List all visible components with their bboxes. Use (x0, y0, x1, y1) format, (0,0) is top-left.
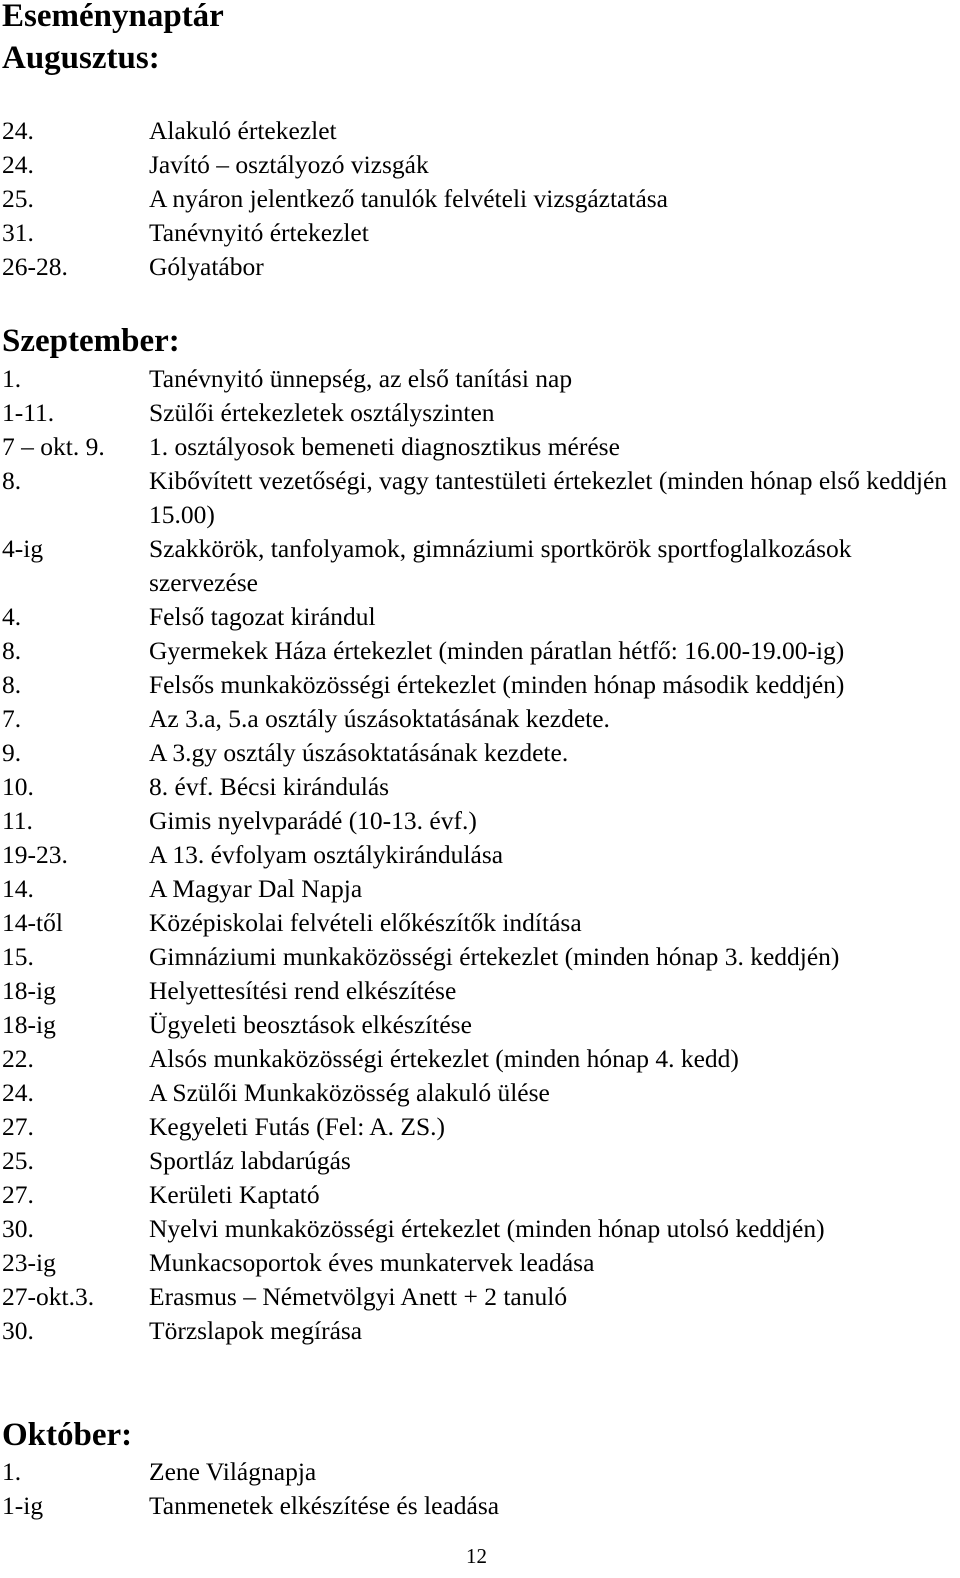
month-heading-october: Október: (2, 1417, 133, 1453)
event-description: Gimnáziumi munkaközösségi értekezlet (minden hónap 3. keddjén) (149, 942, 840, 971)
event-description: Gólyatábor (149, 252, 264, 281)
event-description: Felső tagozat kirándul (149, 602, 376, 631)
list-item (2, 974, 960, 1008)
list-item (2, 634, 960, 668)
event-description: Zene Világnapja (149, 1457, 317, 1486)
event-description: Sportláz labdarúgás (149, 1146, 351, 1175)
event-date: 18-ig (2, 976, 56, 1005)
event-description: 8. évf. Bécsi kirándulás (149, 772, 390, 801)
event-date: 22. (2, 1044, 34, 1073)
event-date: 1. (2, 1457, 22, 1486)
event-date: 1-11. (2, 398, 55, 427)
event-description: Középiskolai felvételi előkészítők indítása (149, 908, 582, 937)
event-date: 24. (2, 150, 34, 179)
list-item (2, 1076, 960, 1110)
event-date: 30. (2, 1316, 34, 1345)
event-description: Az 3.a, 5.a osztály úszásoktatásának kezdete. (149, 704, 610, 733)
event-date: 14-től (2, 908, 63, 937)
event-date: 1-ig (2, 1491, 44, 1520)
document-title: Eseménynaptár (2, 0, 224, 34)
event-description: Kegyeleti Futás (Fel: A. ZS.) (149, 1112, 446, 1141)
event-date: 1. (2, 364, 22, 393)
event-description: Tanévnyitó ünnepség, az első tanítási nap (149, 364, 573, 393)
event-date: 24. (2, 116, 34, 145)
list-item (2, 600, 960, 634)
event-date: 8. (2, 670, 22, 699)
list-item (2, 838, 960, 872)
event-date: 10. (2, 772, 34, 801)
month-heading-september: Szeptember: (2, 323, 180, 359)
event-description: Munkacsoportok éves munkatervek leadása (149, 1248, 595, 1277)
september-event-list (2, 362, 960, 1348)
event-date: 30. (2, 1214, 34, 1243)
list-item (2, 1246, 960, 1280)
page-number: 12 (466, 1544, 487, 1568)
event-description: A nyáron jelentkező tanulók felvételi vizsgáztatása (149, 184, 669, 213)
list-item (2, 532, 960, 600)
event-date: 24. (2, 1078, 34, 1107)
list-item (2, 1042, 960, 1076)
list-item (2, 1212, 960, 1246)
event-date: 26-28. (2, 252, 68, 281)
event-date: 27-okt.3. (2, 1282, 95, 1311)
event-description: A Magyar Dal Napja (149, 874, 363, 903)
list-item (2, 668, 960, 702)
event-description: Kerületi Kaptató (149, 1180, 320, 1209)
event-description: Törzslapok megírása (149, 1316, 363, 1345)
event-date: 25. (2, 1146, 34, 1175)
event-description: A 3.gy osztály úszásoktatásának kezdete. (149, 738, 569, 767)
event-date: 14. (2, 874, 34, 903)
october-event-list (2, 1455, 960, 1523)
list-item (2, 182, 960, 216)
list-item (2, 1144, 960, 1178)
event-date: 8. (2, 466, 22, 495)
august-event-list (2, 114, 960, 284)
list-item (2, 702, 960, 736)
event-description: Nyelvi munkaközösségi értekezlet (minden hónap utolsó keddjén) (149, 1214, 825, 1243)
event-date: 27. (2, 1180, 34, 1209)
event-date: 9. (2, 738, 22, 767)
event-date: 4. (2, 602, 22, 631)
event-description: A 13. évfolyam osztálykirándulása (149, 840, 504, 869)
list-item (2, 1280, 960, 1314)
event-date: 15. (2, 942, 34, 971)
event-description: Alsós munkaközösségi értekezlet (minden hónap 4. kedd) (149, 1044, 739, 1073)
event-description: Felsős munkaközösségi értekezlet (minden hónap második keddjén) (149, 670, 845, 699)
event-description: Szakkörök, tanfolyamok, gimnáziumi sportkörök sportfoglalkozások szervezése (149, 534, 852, 597)
list-item (2, 1178, 960, 1212)
list-item (2, 1008, 960, 1042)
list-item (2, 396, 960, 430)
list-item (2, 940, 960, 974)
event-date: 8. (2, 636, 22, 665)
event-date: 19-23. (2, 840, 68, 869)
event-date: 31. (2, 218, 34, 247)
list-item (2, 1455, 960, 1489)
list-item (2, 906, 960, 940)
list-item (2, 1314, 960, 1348)
list-item (2, 250, 960, 284)
event-description: Erasmus – Németvölgyi Anett + 2 tanuló (149, 1282, 568, 1311)
event-description: Tanévnyitó értekezlet (149, 218, 369, 247)
event-description: 1. osztályosok bemeneti diagnosztikus mérése (149, 432, 620, 461)
event-description: Kibővített vezetőségi, vagy tantestületi értekezlet (minden hónap első keddjén 15.00) (149, 466, 948, 529)
list-item (2, 362, 960, 396)
event-description: Javító – osztályozó vizsgák (149, 150, 429, 179)
list-item (2, 1489, 960, 1523)
event-description: Szülői értekezletek osztályszinten (149, 398, 495, 427)
event-date: 7 – okt. 9. (2, 432, 105, 461)
list-item (2, 114, 960, 148)
event-description: Alakuló értekezlet (149, 116, 337, 145)
event-date: 25. (2, 184, 34, 213)
event-description: Gyermekek Háza értekezlet (minden páratlan hétfő: 16.00-19.00-ig) (149, 636, 845, 665)
list-item (2, 148, 960, 182)
list-item (2, 1110, 960, 1144)
month-heading-august: Augusztus: (2, 40, 160, 76)
event-date: 4-ig (2, 534, 44, 563)
list-item (2, 464, 960, 532)
event-date: 7. (2, 704, 22, 733)
event-description: Ügyeleti beosztások elkészítése (149, 1010, 472, 1039)
event-description: Tanmenetek elkészítése és leadása (149, 1491, 500, 1520)
list-item (2, 872, 960, 906)
event-date: 27. (2, 1112, 34, 1141)
list-item (2, 430, 960, 464)
list-item (2, 216, 960, 250)
event-description: A Szülői Munkaközösség alakuló ülése (149, 1078, 550, 1107)
event-description: Helyettesítési rend elkészítése (149, 976, 457, 1005)
event-description: Gimis nyelvparádé (10-13. évf.) (149, 806, 477, 835)
event-date: 18-ig (2, 1010, 56, 1039)
list-item (2, 770, 960, 804)
list-item (2, 804, 960, 838)
event-date: 11. (2, 806, 33, 835)
event-date: 23-ig (2, 1248, 56, 1277)
list-item (2, 736, 960, 770)
